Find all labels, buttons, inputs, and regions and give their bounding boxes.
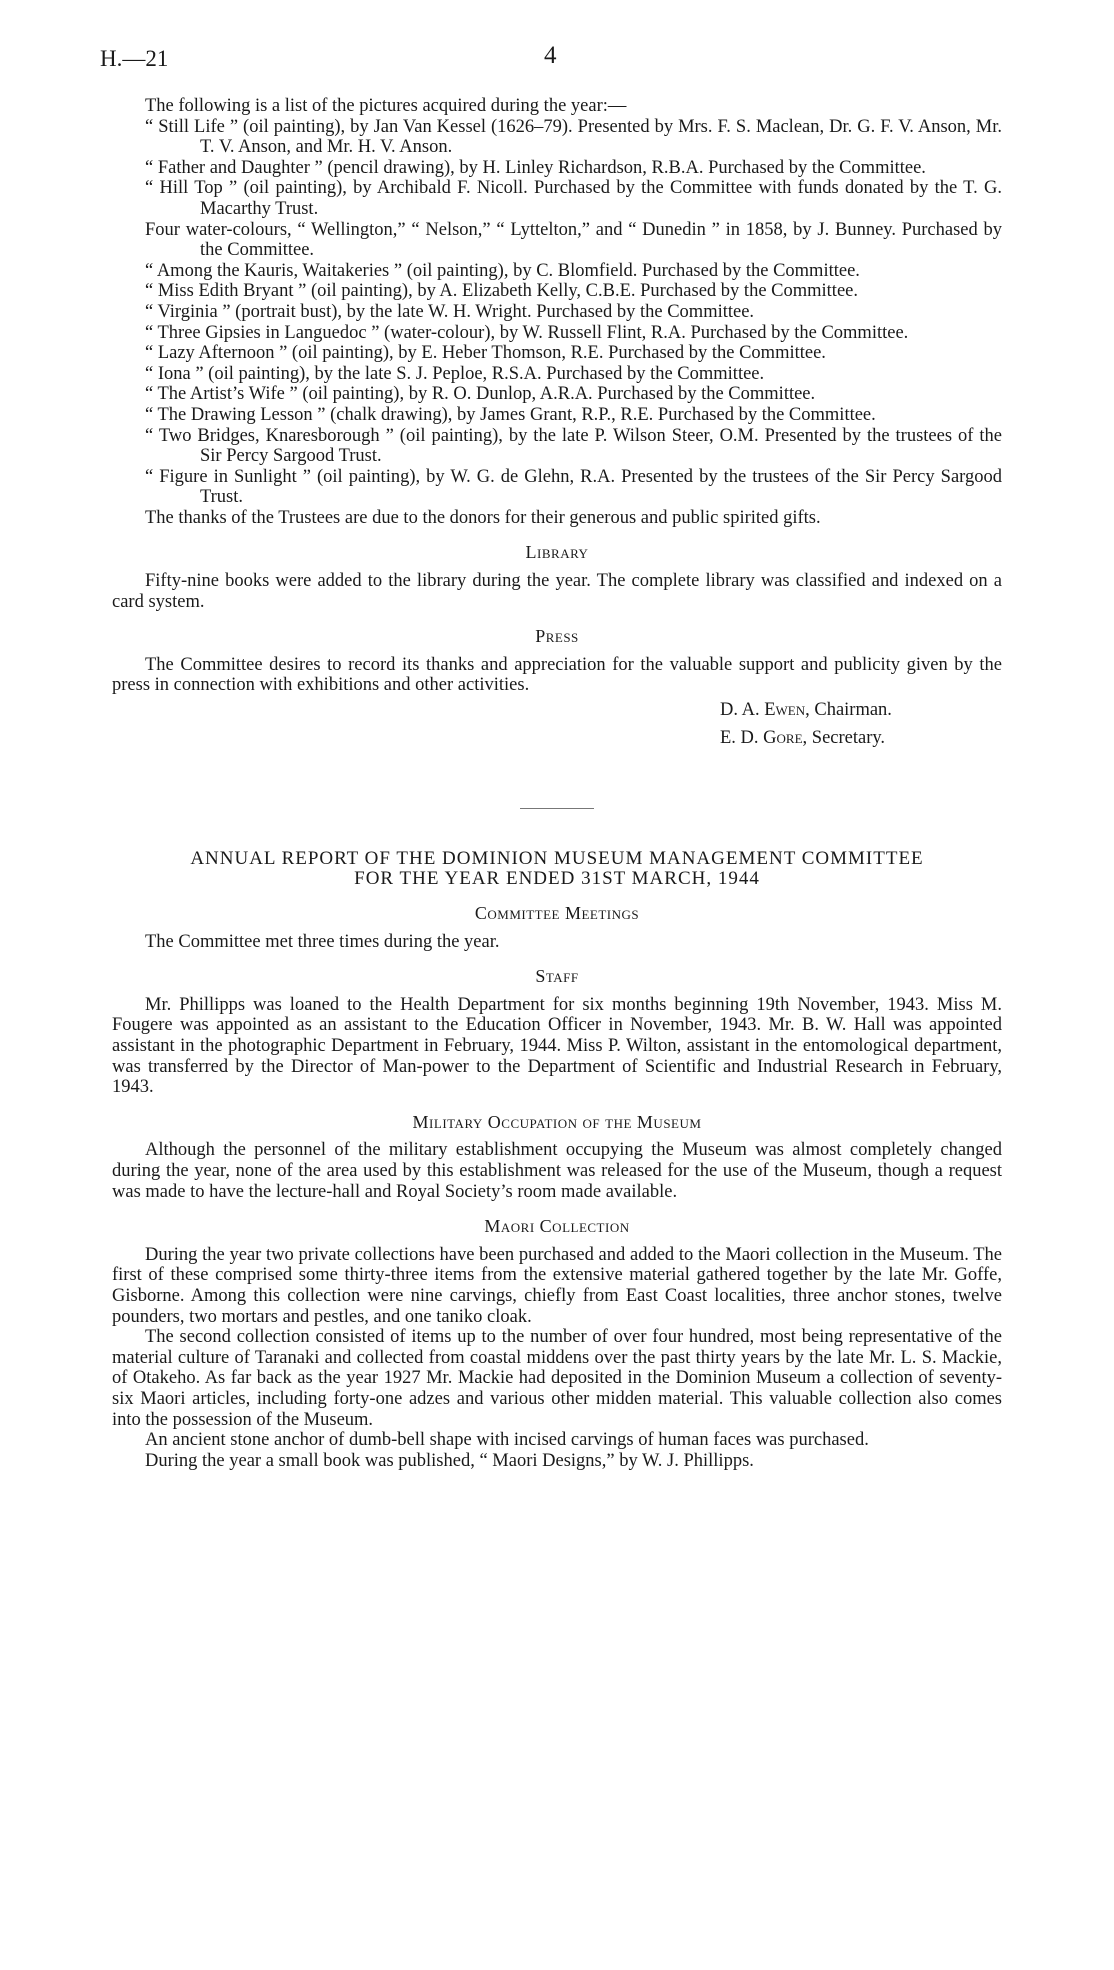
- meetings-heading: Committee Meetings: [474, 903, 640, 924]
- picture-item: “ Three Gipsies in Languedoc ” (water-colour), by W. Russell Flint, R.A. Purchased by the Committee.: [145, 322, 909, 343]
- maori-paragraph: An ancient stone anchor of dumb-bell shape with incised carvings of human faces was purchased.: [145, 1430, 869, 1451]
- thanks-paragraph: The thanks of the Trustees are due to the donors for their generous and public spirited gifts.: [145, 507, 821, 528]
- press-heading: Press: [535, 626, 579, 647]
- maori-paragraph: The second collection consisted of items up to the number of over four hundred, most being representative of the material culture of Taranaki and collected from coastal middens over the past thirty years by the late Mr. L. S. Mackie, of Otakeho. As far back as the year 1927 Mr. Mackie had deposited in the Dominion Museum a collection of seventy-six Maori articles, including forty-one adzes and various other midden material. This valuable collection also comes into the possession of the Museum.: [112, 1327, 1002, 1430]
- military-paragraph: Although the personnel of the military establishment occupying the Museum was almost completely changed during the year, none of the area used by this establishment was released for the use of the Museum, though a request was made to have the lecture-hall and Royal Society’s room made available.: [112, 1140, 1002, 1202]
- picture-item: “ Among the Kauris, Waitakeries ” (oil painting), by C. Blomfield. Purchased by the Committee.: [145, 260, 860, 281]
- signature-name: D. A. Ewen: [720, 700, 806, 721]
- picture-item: “ The Drawing Lesson ” (chalk drawing), by James Grant, R.P., R.E. Purchased by the Committee.: [145, 404, 876, 425]
- signature-block: [112, 696, 1002, 752]
- picture-item: “ Figure in Sunlight ” (oil painting), by W. G. de Glehn, R.A. Presented by the trustees of the Sir Percy Sargood Trust.: [145, 466, 1002, 508]
- signature-secretary: [720, 724, 1002, 752]
- picture-item: “ Father and Daughter ” (pencil drawing), by H. Linley Richardson, R.B.A. Purchased by the Committee.: [145, 157, 926, 178]
- report-title-line-2: FOR THE YEAR ENDED 31ST MARCH, 1944: [354, 868, 760, 890]
- signature-name: E. D. Gore: [720, 728, 803, 749]
- library-paragraph: Fifty-nine books were added to the library during the year. The complete library was classified and indexed on a card system.: [112, 571, 1002, 612]
- signature-chairman: [720, 696, 1002, 724]
- signature-role: , Secretary.: [802, 728, 886, 749]
- maori-paragraph: During the year two private collections have been purchased and added to the Maori collection in the Museum. The first of these comprised some thirty-three items from the extensive material gathered together by the late Mr. Goffe, Gisborne. Among this collection were nine carvings, chiefly from East Coast localities, three anchor stones, twelve pounders, two mortars and pestles, and one taniko cloak.: [112, 1244, 1002, 1327]
- picture-item: Four water-colours, “ Wellington,” “ Nelson,” “ Lyttelton,” and “ Dunedin ” in 1858, by J. Bunney. Purchased by the Committee.: [145, 219, 1002, 261]
- signature-role: , Chairman.: [805, 700, 892, 721]
- staff-heading: Staff: [535, 966, 579, 987]
- maori-heading: Maori Collection: [484, 1216, 630, 1237]
- pictures-intro: The following is a list of the pictures acquired during the year:—: [145, 96, 627, 116]
- picture-item: “ Iona ” (oil painting), by the late S. J. Peploe, R.S.A. Purchased by the Committee.: [145, 363, 765, 384]
- staff-paragraph: Mr. Phillipps was loaned to the Health Department for six months beginning 19th November, 1943. Miss M. Fougere was appointed as an assistant to the Education Officer in November, 1943. Mr. B. W. Hall was appointed assistant in the photographic Department in February, 1944. Miss P. Wilton, assistant in the entomological department, was transferred by the Director of Man-power to the Department of Scientific and Industrial Research in February, 1943.: [112, 994, 1002, 1098]
- picture-item: “ Virginia ” (portrait bust), by the late W. H. Wright. Purchased by the Committee.: [145, 301, 755, 322]
- page-body: [112, 96, 1002, 1471]
- maori-paragraph: During the year a small book was published, “ Maori Designs,” by W. J. Phillipps.: [145, 1450, 754, 1471]
- pictures-list: [112, 117, 1002, 508]
- report-title-line-1: ANNUAL REPORT OF THE DOMINION MUSEUM MANAGEMENT COMMITTEE: [190, 848, 924, 870]
- document-reference: H.—21: [100, 46, 169, 71]
- page-number: 4: [544, 42, 557, 69]
- picture-item: “ Miss Edith Bryant ” (oil painting), by A. Elizabeth Kelly, C.B.E. Purchased by the Committee.: [145, 281, 858, 302]
- military-heading: Military Occupation of the Museum: [412, 1111, 702, 1132]
- picture-item: “ Two Bridges, Knaresborough ” (oil painting), by the late P. Wilson Steer, O.M. Presented by the trustees of the Sir Percy Sargood Trust.: [145, 425, 1002, 467]
- meetings-paragraph: The Committee met three times during the year.: [145, 931, 500, 952]
- picture-item: “ The Artist’s Wife ” (oil painting), by R. O. Dunlop, A.R.A. Purchased by the Committee.: [145, 384, 816, 405]
- picture-item: “ Hill Top ” (oil painting), by Archibald F. Nicoll. Purchased by the Committee with funds donated by the T. G. Macarthy Trust.: [145, 178, 1002, 219]
- picture-item: “ Still Life ” (oil painting), by Jan Van Kessel (1626–79). Presented by Mrs. F. S. Maclean, Dr. G. F. V. Anson, Mr. T. V. Anson, and Mr. H. V. Anson.: [145, 116, 1002, 158]
- library-heading: Library: [525, 542, 589, 563]
- press-paragraph: The Committee desires to record its thanks and appreciation for the valuable support and publicity given by the press in connection with exhibitions and other activities.: [112, 654, 1002, 696]
- picture-item: “ Lazy Afternoon ” (oil painting), by E. Heber Thomson, R.E. Purchased by the Committee.: [145, 343, 826, 364]
- section-divider: [520, 808, 594, 809]
